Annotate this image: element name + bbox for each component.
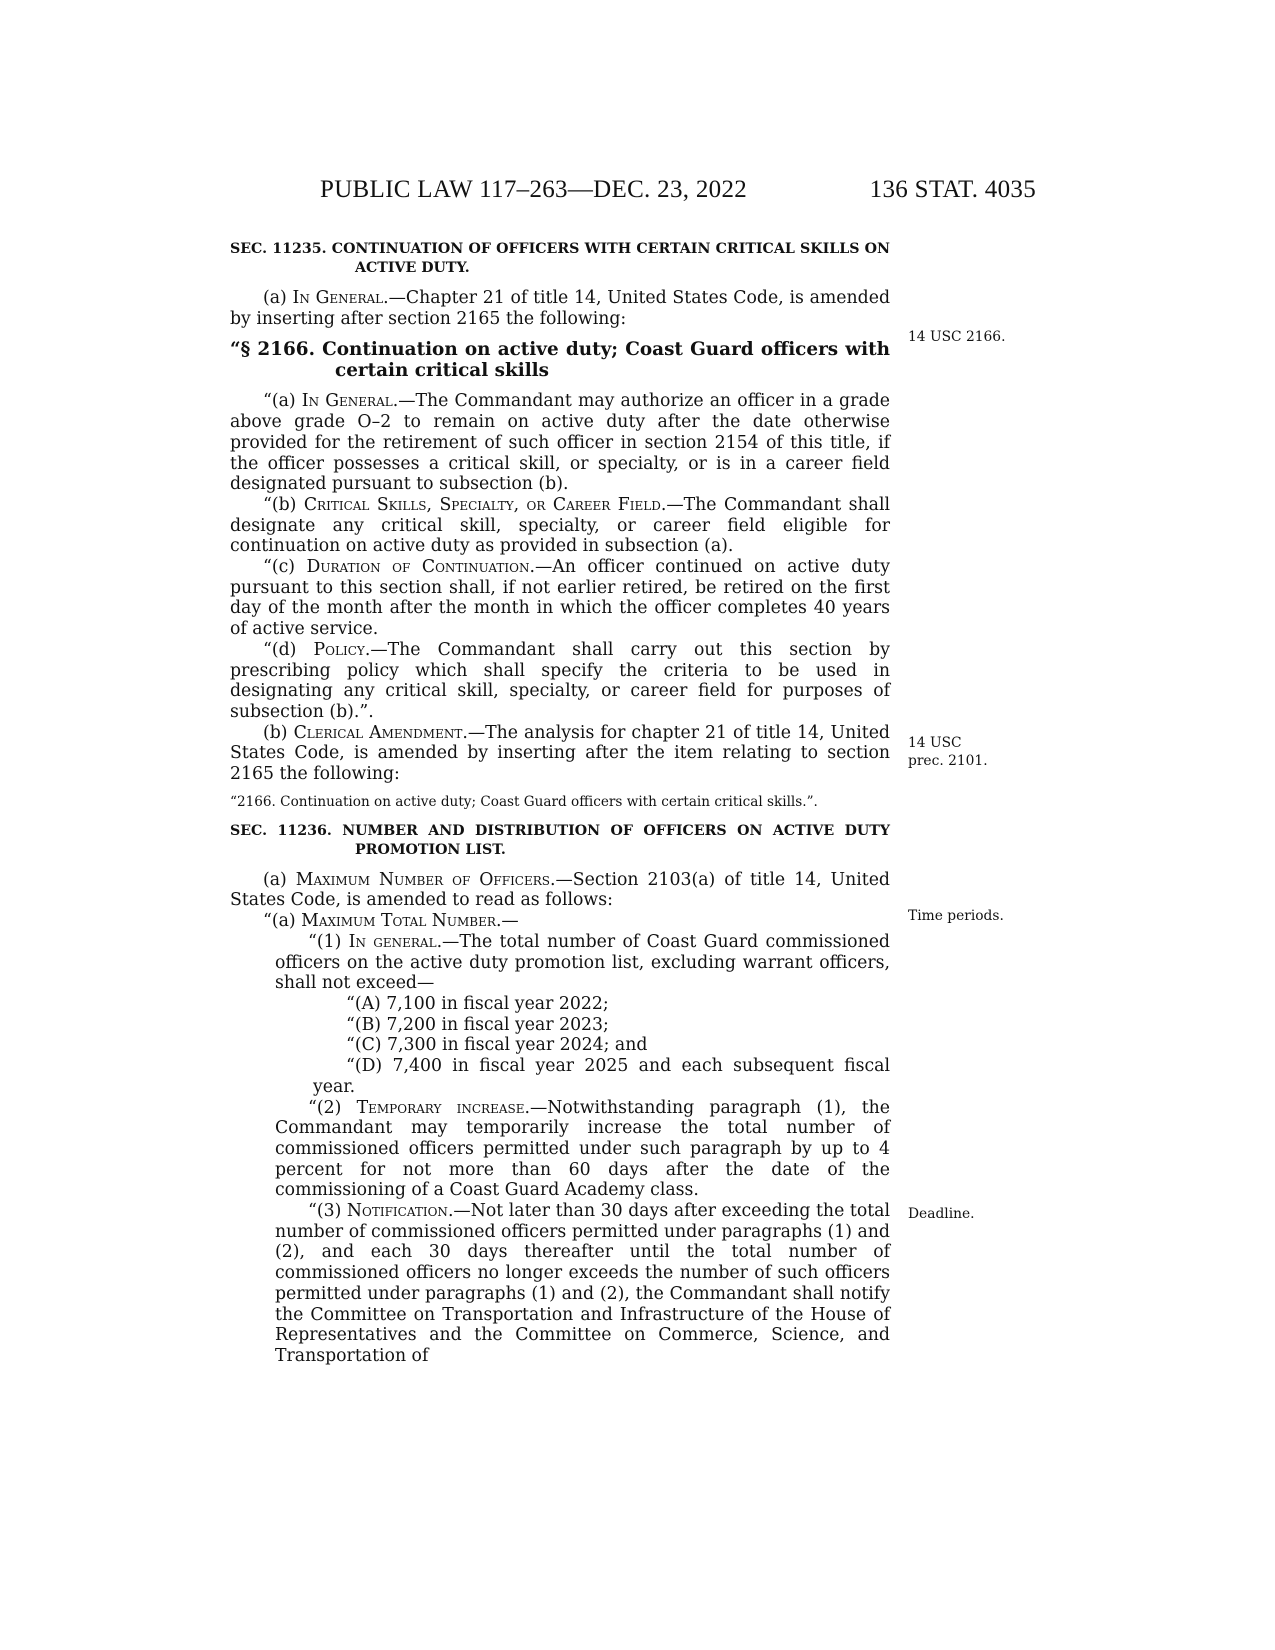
caption: Critical Skills, Specialty, or Career Field — [303, 494, 661, 515]
paragraph-3: “(3) Notification.—Not later than 30 days after exceeding the total number of commissioned officers permitted under paragraphs (1) and (2), and each 30 days thereafter until the total number of commissioned officers no longer exceeds the number of such officers permitted under paragraphs (1) and (2), the Commandant shall notify the Committee on Transportation and Infrastructure of the House of Representatives and the Committee on Commerce, Science, and Transportation of — [275, 1201, 890, 1366]
caption: Duration of Continuation — [306, 557, 530, 578]
page-title: PUBLIC LAW 117–263—DEC. 23, 2022 — [320, 176, 748, 203]
subparagraph-a: “(A) 7,100 in fiscal year 2022; — [346, 993, 609, 1014]
section-2166-a: “(a) In General.—The Commandant may authorize an officer in a grade above grade O–2 to remain on active duty after the date otherwise provided for the retirement of such officer in section 2154 of this title, if the officer possesses a critical skill, or specialty, or is in a career field designated pursuant to subsection (b). — [230, 391, 890, 495]
sec-11236-heading: SEC. 11236. NUMBER AND DISTRIBUTION OF OFFICERS ON ACTIVE DUTY PROMOTION LIST. — [230, 822, 890, 858]
margin-note-14-usc-2166: 14 USC 2166. — [908, 329, 1006, 345]
caption: In General — [292, 288, 384, 308]
page-header — [230, 176, 1036, 208]
caption: Notification — [346, 1201, 448, 1222]
paragraph-1: “(1) In general.—The total number of Coast Guard commissioned officers on the active duty promotion list, excluding warrant officers, shall not exceed— — [275, 931, 890, 994]
section-2166-heading: “§ 2166. Continuation on active duty; Coast Guard officers with certain critical skills — [230, 339, 890, 382]
section-2166-d: “(d) Policy.—The Commandant shall carry out this section by prescribing policy which shall specify the criteria to be used in designating any critical skill, specialty, or career field for purposes of subsection (b).”. — [230, 639, 891, 722]
sec-11235-heading: SEC. 11235. CONTINUATION OF OFFICERS WITH CERTAIN CRITICAL SKILLS ON ACTIVE DUTY. — [230, 241, 890, 276]
paragraph-2: “(2) Temporary increase.—Notwithstanding paragraph (1), the Commandant may temporarily increase the total number of commissioned officers permitted under such paragraph by up to 4 percent for not more than 60 days after the date of the commissioning of a Coast Guard Academy class. — [275, 1097, 890, 1201]
table-of-sections-entry: “2166. Continuation on active duty; Coast Guard officers with certain critical skills.”. — [230, 793, 818, 810]
subparagraph-d: “(D) 7,400 in fiscal year 2025 and each subsequent fiscal year. — [313, 1056, 890, 1097]
sec-11235-subsection-b: (b) Clerical Amendment.—The analysis for chapter 21 of title 14, United States Code, is amended by inserting after the item relating to section 2165 the following: — [230, 722, 890, 785]
subparagraph-c: “(C) 7,300 in fiscal year 2024; and — [346, 1035, 648, 1056]
caption: Maximum Number of Officers — [295, 869, 551, 890]
caption: Temporary increase — [356, 1097, 525, 1118]
caption: In General — [301, 391, 393, 412]
margin-note-deadline: Deadline. — [908, 1206, 975, 1222]
caption: In general — [348, 931, 437, 952]
section-2166-b: “(b) Critical Skills, Specialty, or Career Field.—The Commandant shall designate any critical skill, specialty, or career field eligible for continuation on active duty as provided in subsection (a). — [230, 494, 891, 557]
caption: Policy — [313, 639, 365, 660]
sec-11236-subsection-a: (a) Maximum Number of Officers.—Section 2103(a) of title 14, United States Code, is amended to read as follows: — [230, 869, 890, 911]
subparagraph-b: “(B) 7,200 in fiscal year 2023; — [346, 1014, 609, 1035]
law-text-column — [230, 240, 890, 1367]
caption: Maximum Total Number — [301, 911, 496, 932]
stat-page-number: 136 STAT. 4035 — [869, 176, 1036, 203]
section-2166-c: “(c) Duration of Continuation.—An officer continued on active duty pursuant to this section shall, if not earlier retired, be retired on the first day of the month after the month in which the officer completes 40 years of active service. — [230, 557, 890, 640]
sec-11235-subsection-a: (a) In General.—Chapter 21 of title 14, United States Code, is amended by inserting after section 2165 the following: — [230, 288, 891, 329]
quoted-subsection-a: “(a) Maximum Total Number.— — [263, 911, 519, 932]
caption: Clerical Amendment — [293, 722, 463, 743]
margin-note-time-periods: Time periods. — [908, 908, 1004, 924]
margin-note-14-usc-prec-2101: 14 USC prec. 2101. — [908, 735, 988, 769]
